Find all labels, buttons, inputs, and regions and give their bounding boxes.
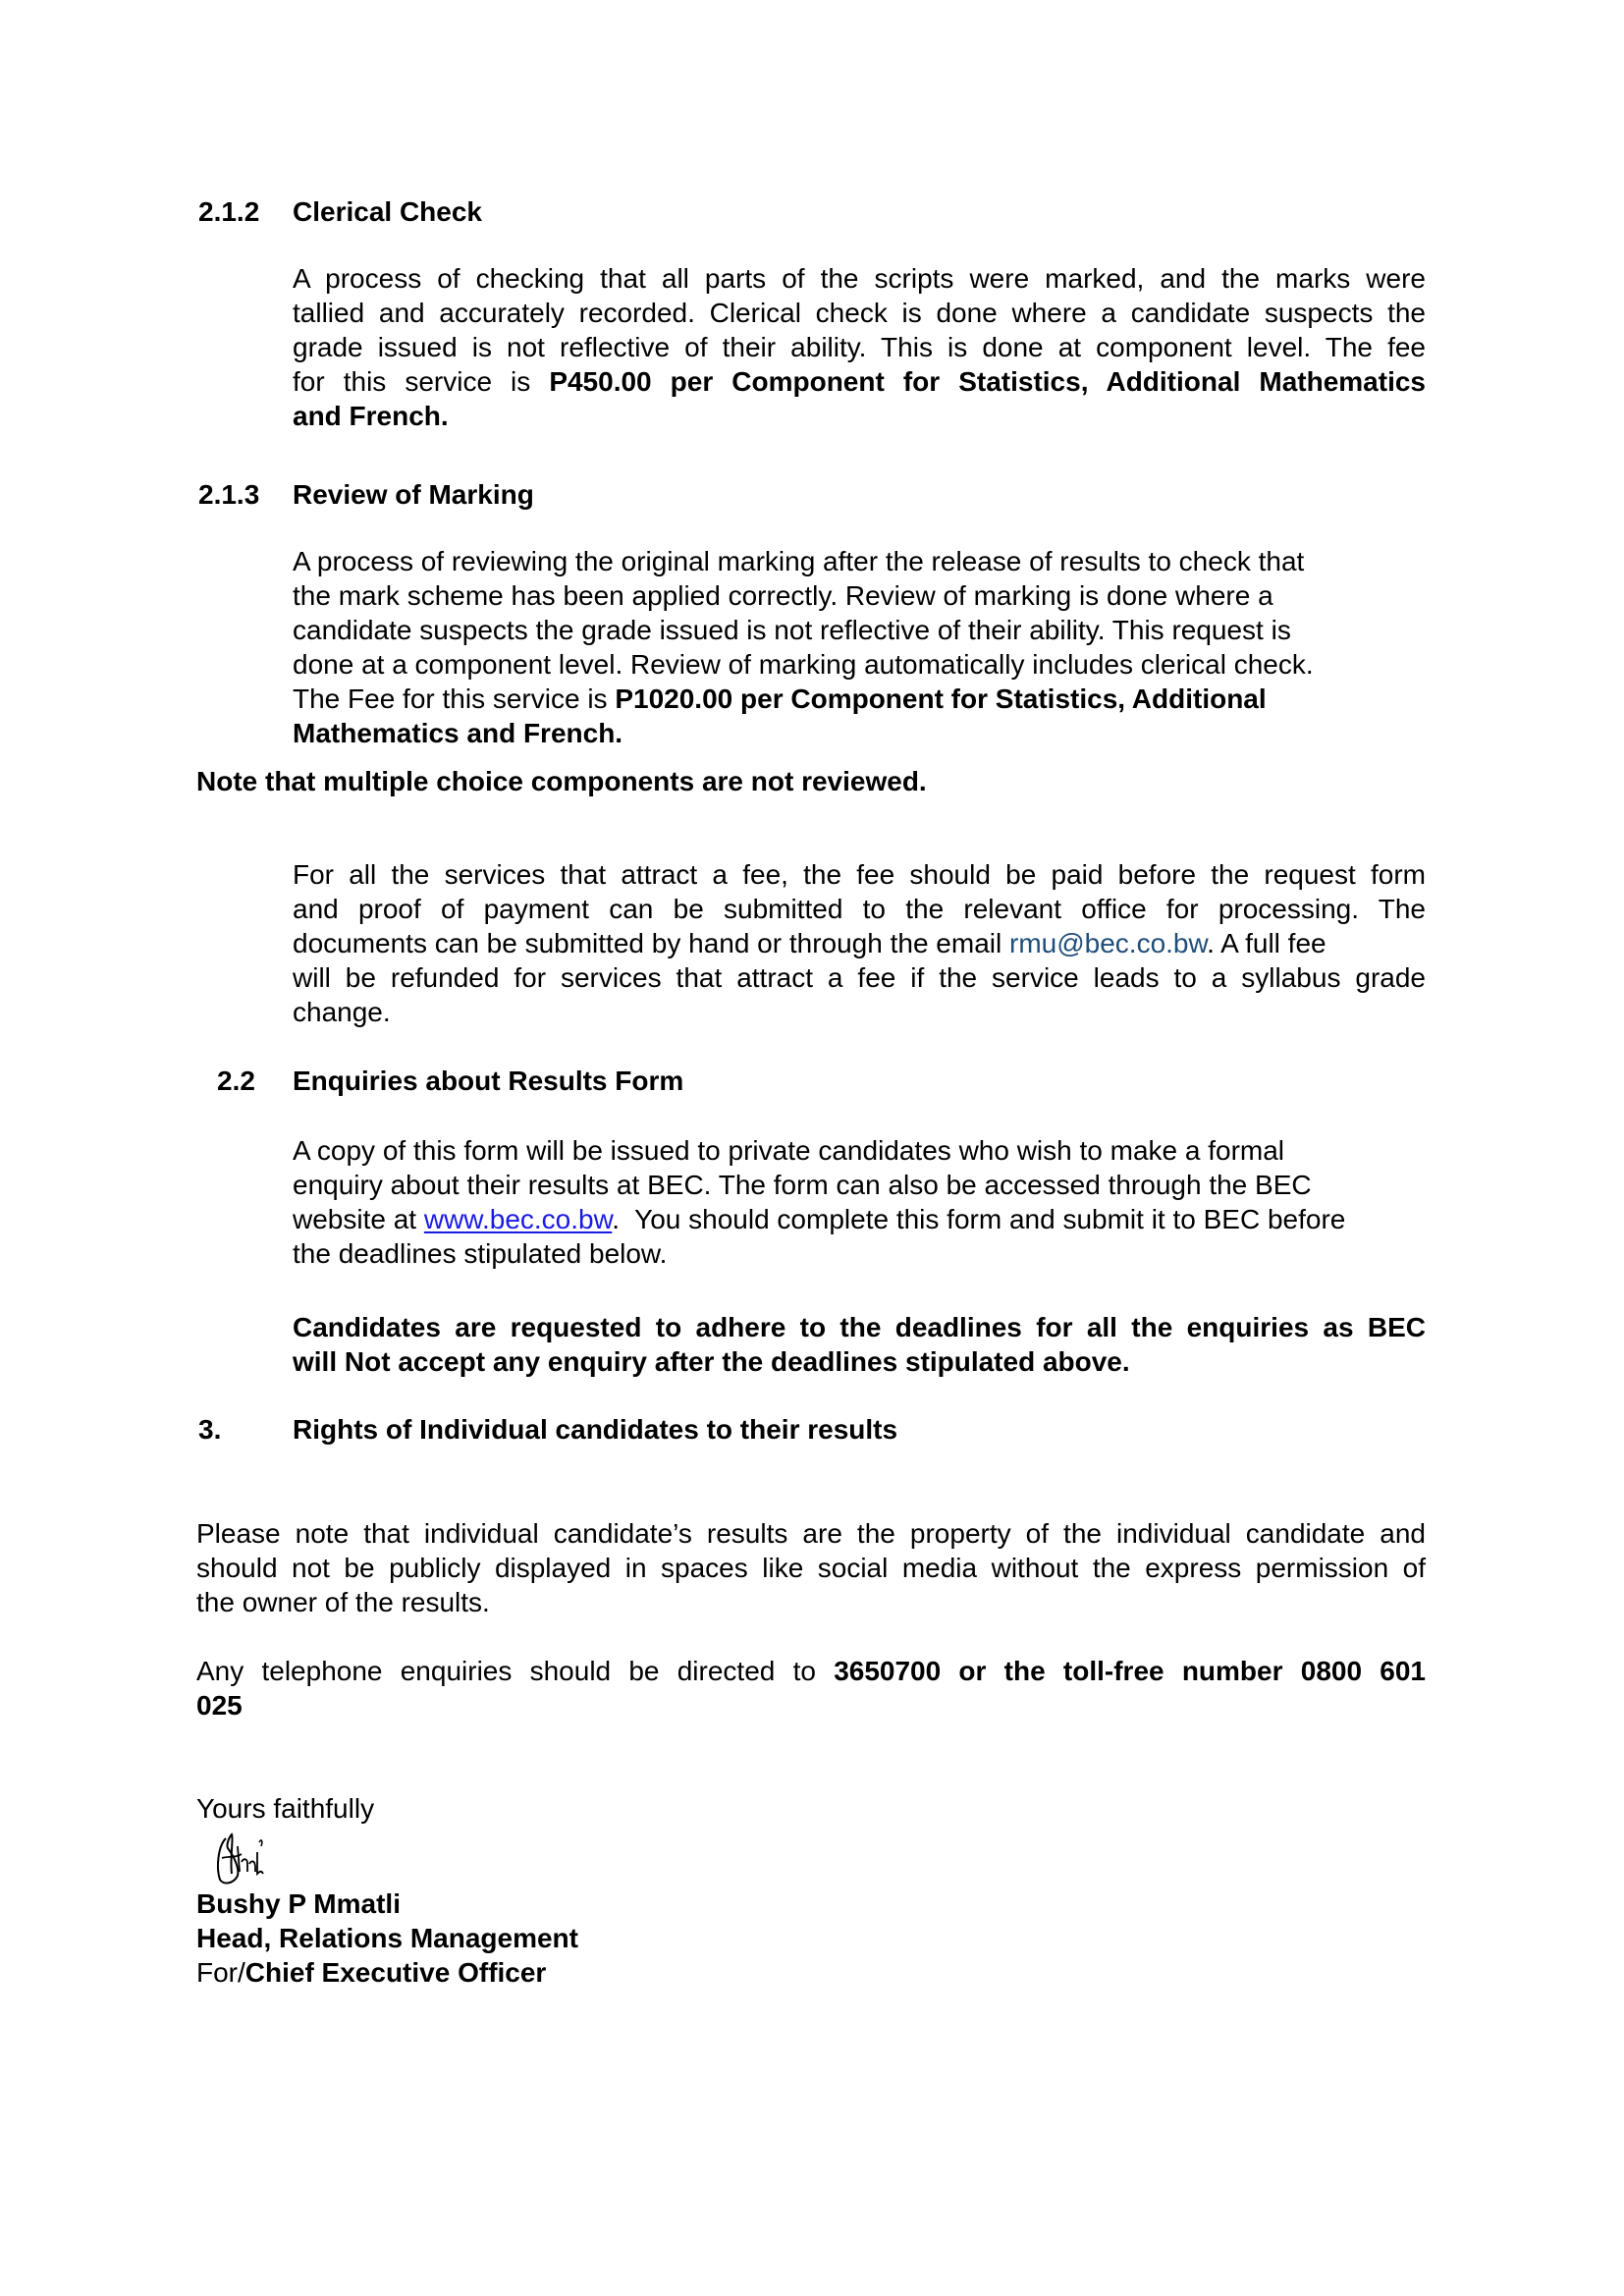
fees-paragraph (293, 857, 1426, 1029)
telephone-numbers: 3650700 or the toll-free number 0800 601 (834, 1656, 1426, 1686)
text-line: will Not accept any enquiry after the deadlines stipulated above. (293, 1346, 1130, 1377)
clerical-check-fee: P450.00 per Component for Statistics, Additional Mathematics (549, 366, 1426, 397)
closing-salutation: Yours faithfully (196, 1793, 375, 1824)
text-line: Please note that individual candidate’s results are the property of the individual candidate and (196, 1518, 1426, 1549)
text-line: enquiry about their results at BEC. The form can also be accessed through the BEC (293, 1170, 1312, 1200)
review-of-marking-fee: P1020.00 per Component for Statistics, Additional (615, 683, 1267, 714)
text-line: done at a component level. Review of marking automatically includes clerical check. (293, 649, 1314, 680)
signatory-name: Bushy P Mmatli (196, 1888, 401, 1919)
section-title-enquiries-form: Enquiries about Results Form (293, 1066, 684, 1096)
text-fragment: for this service is (293, 366, 550, 397)
text-line: the mark scheme has been applied correctly. Review of marking is done where a (293, 580, 1273, 611)
text-line: and proof of payment can be submitted to the relevant office for processing. The (293, 894, 1426, 924)
section-number-3: 3. (198, 1414, 222, 1445)
text-line: and French. (293, 401, 449, 431)
telephone-numbers-continued: 025 (196, 1690, 243, 1721)
text-line (293, 682, 1426, 716)
text-line: the owner of the results. (196, 1587, 490, 1617)
text-fragment: . You should complete this form and submit it to BEC before (612, 1204, 1346, 1234)
email-link[interactable]: rmu@bec.co.bw (1009, 928, 1208, 958)
deadline-notice (293, 1310, 1426, 1379)
text-line (196, 1654, 1426, 1688)
text-line: the deadlines stipulated below. (293, 1238, 668, 1269)
text-fragment: website at (293, 1204, 424, 1234)
section-title-clerical-check: Clerical Check (293, 196, 482, 227)
signatory-role: Chief Executive Officer (244, 1957, 547, 1988)
text-fragment: documents can be submitted by hand or through the email (293, 928, 1009, 958)
text-fragment: . A full fee (1207, 928, 1326, 958)
text-line (293, 1202, 1426, 1236)
section-title-review-of-marking: Review of Marking (293, 479, 534, 510)
signatory-on-behalf (196, 1955, 1426, 1990)
text-line: Candidates are requested to adhere to the deadlines for all the enquiries as BEC (293, 1312, 1426, 1342)
text-line: tallied and accurately recorded. Clerical check is done where a candidate suspects the (293, 298, 1426, 328)
text-fragment: For/ (196, 1957, 245, 1988)
section-number-2-1-3: 2.1.3 (198, 479, 260, 510)
text-line: will be refunded for services that attract a fee if the service leads to a syllabus grade (293, 962, 1426, 993)
text-line: For all the services that attract a fee, the fee should be paid before the request form (293, 859, 1426, 890)
text-line: A copy of this form will be issued to private candidates who wish to make a formal (293, 1135, 1285, 1166)
text-fragment: Any telephone enquiries should be directed to (196, 1656, 835, 1686)
signatory-title: Head, Relations Management (196, 1923, 578, 1953)
text-line: change. (293, 997, 391, 1027)
section-number-2-2: 2.2 (217, 1066, 255, 1096)
rights-paragraph (196, 1516, 1426, 1619)
text-fragment: The Fee for this service is (293, 683, 616, 714)
text-line: A process of checking that all parts of the scripts were marked, and the marks were (293, 263, 1426, 294)
telephone-paragraph (196, 1654, 1426, 1722)
text-line (293, 364, 1426, 399)
section-title-rights: Rights of Individual candidates to their results (293, 1414, 898, 1445)
website-link[interactable]: www.bec.co.bw (423, 1204, 613, 1234)
handwritten-signature-icon (212, 1829, 271, 1887)
text-line: Mathematics and French. (293, 718, 623, 748)
text-line: A process of reviewing the original marking after the release of results to check that (293, 546, 1305, 576)
multiple-choice-note: Note that multiple choice components are not reviewed. (196, 766, 927, 796)
text-line (293, 926, 1426, 960)
text-line: grade issued is not reflective of their ability. This is done at component level. The fee (293, 332, 1426, 362)
text-line: candidate suspects the grade issued is not reflective of their ability. This request is (293, 615, 1291, 645)
enquiries-form-paragraph (293, 1133, 1426, 1271)
review-of-marking-paragraph (293, 544, 1426, 750)
clerical-check-paragraph (293, 261, 1426, 433)
section-number-2-1-2: 2.1.2 (198, 196, 260, 227)
signatory-block (196, 1886, 1426, 1990)
text-line: should not be publicly displayed in spaces like social media without the express permission of (196, 1553, 1426, 1583)
